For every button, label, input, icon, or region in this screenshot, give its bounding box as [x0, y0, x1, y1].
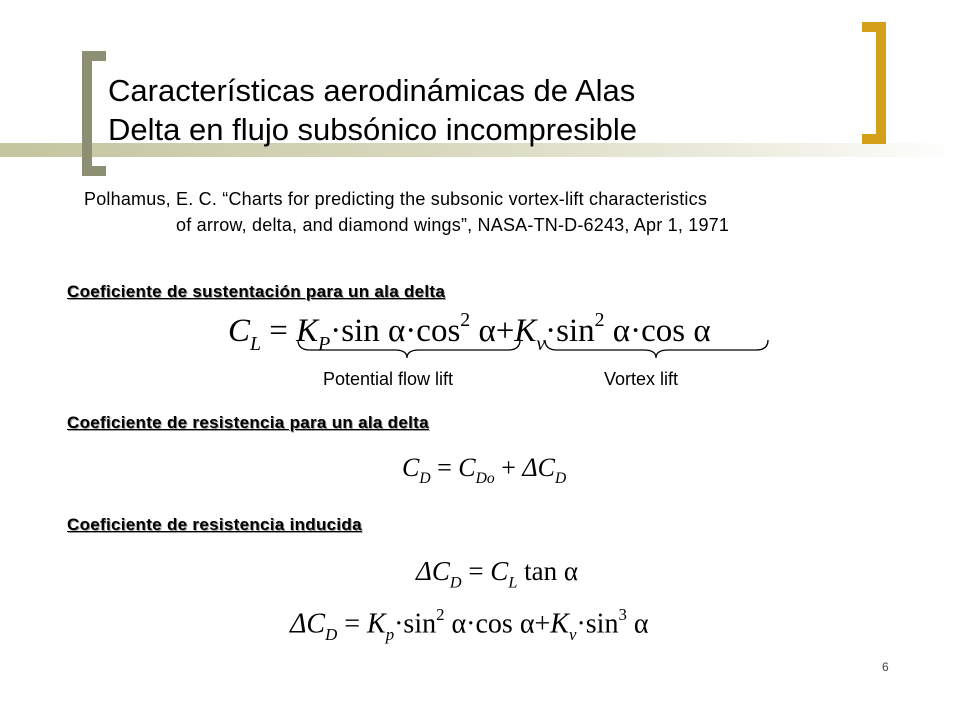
eq-term: ·sin	[576, 608, 619, 640]
eq-symbol: K	[514, 312, 537, 349]
eq-term: α	[633, 608, 649, 640]
eq-subscript: D	[325, 625, 338, 645]
eq-symbol: ΔC	[416, 556, 450, 586]
right-bracket-decoration	[862, 22, 886, 144]
eq-symbol: K	[296, 312, 319, 349]
eq-term: α	[563, 556, 578, 586]
eq-term: ·sin α·cos	[330, 312, 461, 349]
eq-subscript: L	[250, 332, 262, 355]
eq-symbol: ΔC	[522, 453, 555, 482]
vortex-lift-label: Vortex lift	[604, 369, 679, 389]
eq-symbol: C	[402, 453, 420, 482]
eq-term: ·sin	[545, 312, 595, 349]
eq-exponent: 2	[436, 605, 445, 624]
eq-subscript: D	[419, 470, 431, 488]
eq-symbol: C	[228, 312, 251, 349]
eq-term: ·sin	[394, 608, 437, 640]
eq-subscript: v	[536, 332, 546, 355]
induced-drag-equation-1	[416, 556, 578, 592]
eq-operator: +	[501, 453, 516, 482]
eq-subscript: L	[508, 573, 518, 592]
slide-title	[108, 71, 808, 149]
eq-exponent: 2	[594, 309, 605, 331]
left-bracket-decoration	[82, 51, 106, 176]
eq-symbol: C	[458, 453, 476, 482]
page-number: 6	[882, 660, 889, 674]
eq-exponent: 2	[460, 309, 471, 331]
eq-operator: +	[534, 608, 551, 640]
eq-operator: =	[437, 453, 452, 482]
reference-line-1: Polhamus, E. C. “Charts for predicting the subsonic vortex-lift characteristics	[84, 189, 708, 209]
eq-exponent: 3	[618, 605, 627, 624]
eq-symbol: ΔC	[290, 608, 326, 640]
title-line-1: Características aerodinámicas de Alas	[108, 73, 636, 108]
drag-coefficient-heading: Coeficiente de resistencia para un ala delta	[67, 413, 429, 432]
reference-line-2: of arrow, delta, and diamond wings”, NASA-TN-D-6243, Apr 1, 1971	[176, 215, 730, 235]
induced-drag-equation-2	[290, 605, 649, 645]
drag-equation	[402, 453, 566, 488]
eq-subscript: p	[385, 625, 395, 645]
eq-subscript: D	[554, 470, 567, 488]
eq-operator: =	[269, 312, 288, 349]
reference-citation	[84, 186, 914, 238]
vortex-underbrace	[545, 340, 768, 358]
induced-drag-heading: Coeficiente de resistencia inducida	[67, 515, 362, 534]
underbrace-graphics	[290, 336, 780, 362]
eq-subscript: P	[318, 332, 331, 355]
eq-operator: =	[468, 556, 484, 586]
eq-symbol: K	[550, 608, 569, 640]
title-line-2: Delta en flujo subsónico incompresible	[108, 112, 638, 147]
eq-symbol: C	[490, 556, 509, 586]
eq-term: tan	[524, 556, 558, 586]
eq-operator: =	[344, 608, 361, 640]
eq-operator: +	[495, 312, 515, 349]
eq-term: α	[478, 312, 496, 349]
lift-coefficient-heading: Coeficiente de sustentación para un ala delta	[67, 282, 446, 301]
eq-term: α·cos α	[612, 312, 711, 349]
eq-subscript: v	[568, 625, 577, 645]
eq-symbol: K	[367, 608, 386, 640]
eq-subscript: Do	[475, 470, 495, 488]
potential-flow-lift-label: Potential flow lift	[323, 369, 454, 389]
potential-flow-underbrace	[298, 340, 520, 358]
eq-term: α·cos α	[451, 608, 535, 640]
eq-subscript: D	[449, 573, 462, 592]
